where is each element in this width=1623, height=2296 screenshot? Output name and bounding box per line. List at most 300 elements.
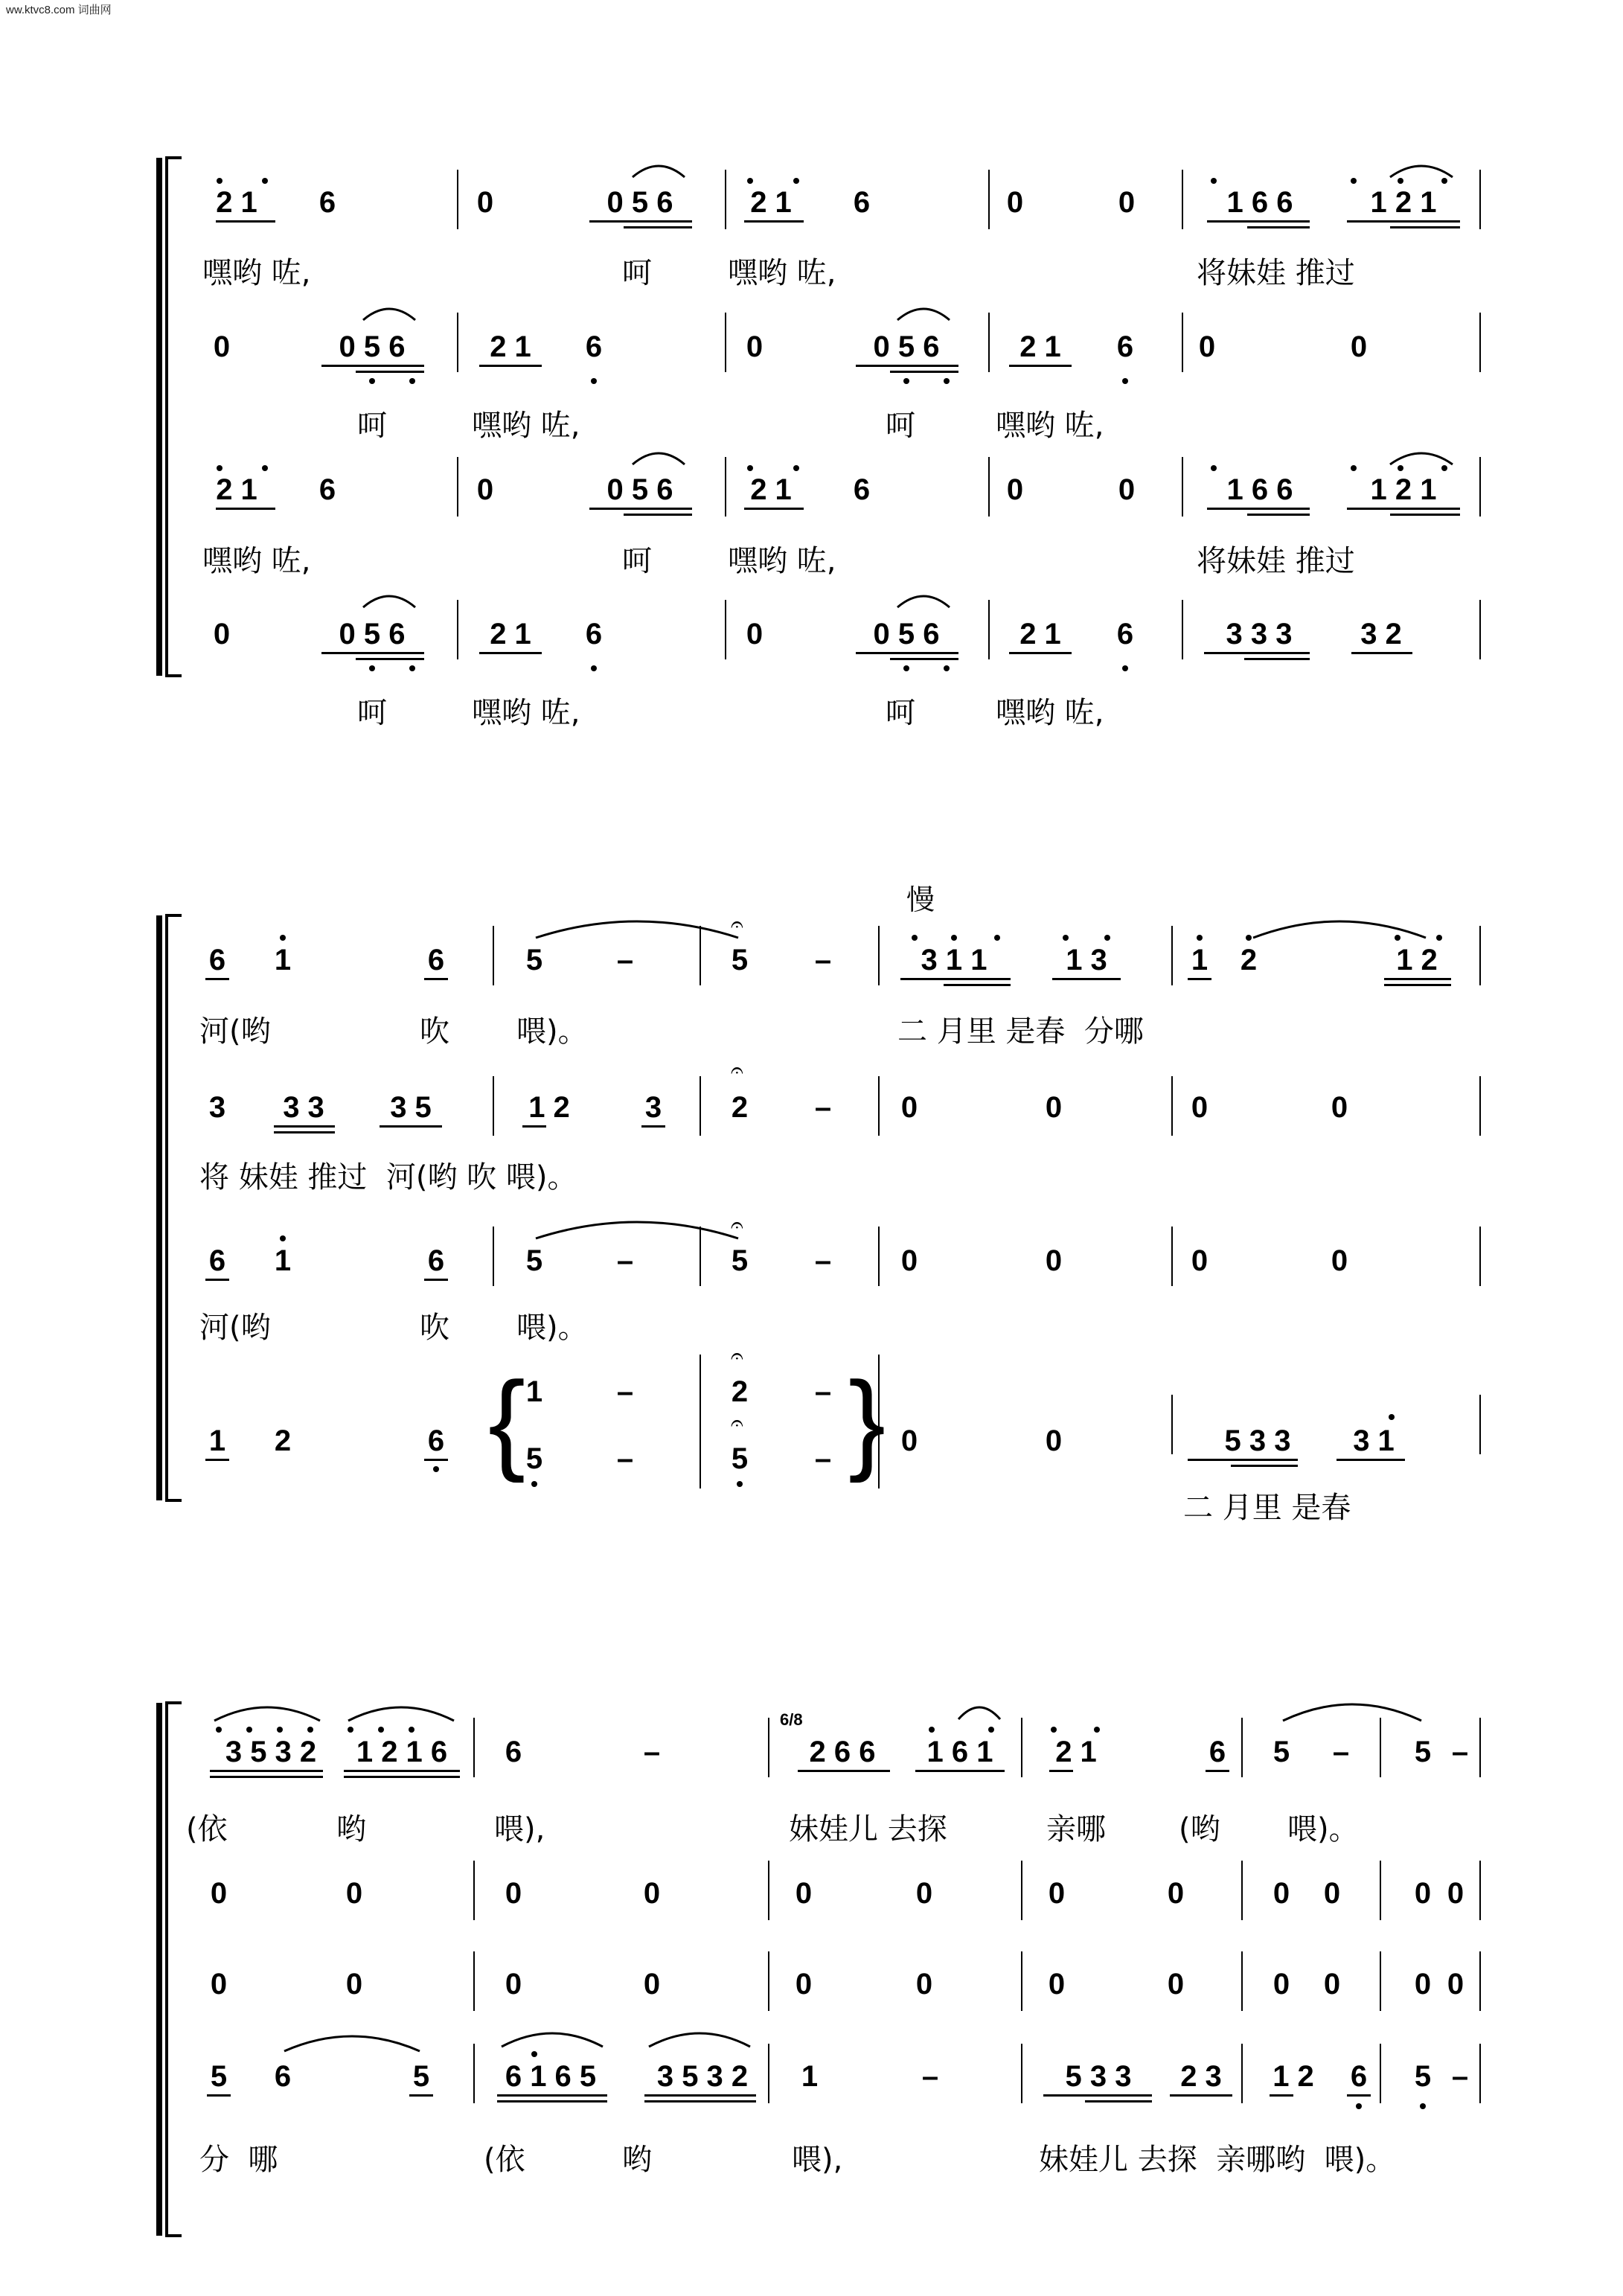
note: – (814, 1091, 832, 1124)
barline (457, 457, 458, 517)
fermata-icon: 𝄐 (731, 1213, 743, 1238)
lyric: 嘿哟 咗, (472, 696, 580, 730)
note: 6 (1116, 330, 1134, 363)
note-group: 2 3 (1180, 2060, 1222, 2093)
rest: 0 (915, 1877, 933, 1910)
note: – (814, 1244, 832, 1277)
beam (1347, 2094, 1371, 2097)
beam (356, 371, 424, 373)
octave-dot (217, 465, 223, 471)
system-bracket (156, 914, 183, 1502)
rest: 0 (210, 1877, 228, 1910)
barline (878, 1227, 880, 1286)
beam (497, 2094, 607, 2097)
beam (1207, 508, 1310, 510)
note-group: 5 3 3 (1065, 2060, 1132, 2093)
note: – (814, 1375, 832, 1408)
octave-dot (280, 1235, 286, 1241)
beam (1270, 2094, 1293, 2097)
lyric: 喂), (494, 1812, 545, 1846)
barline (457, 313, 458, 372)
barline (700, 1355, 701, 1488)
beam (274, 1131, 335, 1133)
barline (1479, 1227, 1481, 1286)
note-group: 2 1 (1019, 618, 1061, 650)
note: 2 (731, 1091, 749, 1124)
octave-dot (944, 665, 950, 671)
rest: 0 (505, 1877, 522, 1910)
lyric: 二 月里 是春 (1183, 1491, 1351, 1525)
barline (1380, 1861, 1381, 1920)
lyric: 河(哟 (199, 1014, 271, 1049)
note: – (616, 1375, 634, 1408)
system-bracket (156, 1701, 183, 2237)
slur (631, 447, 686, 466)
note-group: 3 5 (390, 1091, 432, 1124)
lyric: 吹 (420, 1014, 449, 1049)
lyric: 嘿哟 咗, (202, 256, 311, 290)
rest: 0 (1323, 1877, 1341, 1910)
octave-dot (280, 935, 286, 941)
beam (344, 1776, 460, 1778)
beam (497, 2100, 607, 2102)
note: 2 (1240, 944, 1258, 976)
octave-dot (1389, 1414, 1395, 1420)
rest: 0 (505, 1968, 522, 2001)
rest: 0 (1414, 1877, 1432, 1910)
barline (1171, 1076, 1173, 1136)
lyric: 分 哪 (199, 2143, 278, 2177)
octave-dot (1104, 935, 1110, 941)
note-group: 2 1 (750, 186, 792, 219)
barline (1479, 313, 1481, 372)
octave-dot (929, 1727, 935, 1733)
barline (1479, 170, 1481, 229)
lyric: 喂)。 (1287, 1812, 1359, 1846)
rest: 0 (1414, 1968, 1432, 2001)
beam (205, 1279, 229, 1281)
octave-dot (531, 1481, 537, 1487)
lyric: 呵 (357, 696, 387, 730)
note-group: 2 1 (1019, 330, 1061, 363)
note-group: 2 1 (216, 473, 257, 506)
note-group: 1 2 (528, 1091, 570, 1124)
note: 0 (1045, 1424, 1063, 1457)
lyric: 呵 (622, 544, 652, 578)
barline (473, 1861, 475, 1920)
octave-dot (1246, 935, 1252, 941)
lyric: 呵 (357, 409, 387, 443)
rest: 0 (1167, 1877, 1185, 1910)
lyric: (哟 (1179, 1812, 1220, 1846)
octave-dot (1356, 2103, 1362, 2109)
beam (1390, 514, 1460, 516)
note: 6 (208, 1244, 226, 1277)
lyric: 二 月里 是春 分哪 (897, 1014, 1144, 1049)
slur (896, 302, 951, 322)
lyric: 嘿哟 咗, (996, 409, 1104, 443)
beam (1052, 978, 1121, 980)
note-group: 2 1 (490, 330, 531, 363)
lyric: 将妹娃 推过 (1197, 256, 1355, 290)
beam (424, 1459, 448, 1461)
barline (493, 926, 494, 985)
rest: 0 (210, 1968, 228, 2001)
lyric: 喂)。 (516, 1311, 588, 1345)
lyric: (依 (186, 1812, 228, 1846)
rest: 0 (345, 1968, 363, 2001)
note: 0 (476, 473, 494, 506)
octave-dot (793, 465, 799, 471)
octave-dot (737, 1481, 743, 1487)
note: 0 (213, 330, 231, 363)
tie (534, 1213, 740, 1240)
barline (1171, 926, 1173, 985)
note: 6 (1209, 1736, 1226, 1768)
tempo-mark: 慢 (906, 885, 935, 916)
barline (878, 1076, 880, 1136)
note: 6 (208, 944, 226, 976)
note: 6 (318, 473, 336, 506)
note: 6 (427, 1424, 445, 1457)
slur (213, 1700, 321, 1722)
rest: 0 (915, 1968, 933, 2001)
note: 1 (801, 2060, 819, 2093)
note-group: 0 5 6 (873, 330, 940, 363)
tie (1281, 1695, 1423, 1722)
note: 6 (505, 1736, 522, 1768)
chord-brace-icon: } (848, 1358, 886, 1483)
barline (1479, 926, 1481, 985)
barline (493, 1076, 494, 1136)
fermata-icon: 𝄐 (731, 1058, 743, 1083)
note: 0 (1331, 1244, 1348, 1277)
beam (1085, 2100, 1152, 2102)
barline (1241, 1951, 1243, 2011)
beam (344, 1770, 460, 1772)
note: 6 (585, 330, 603, 363)
beam (1170, 2094, 1232, 2097)
octave-dot (378, 1727, 384, 1733)
octave-dot (903, 378, 909, 384)
slur (1389, 447, 1454, 466)
beam (522, 1125, 546, 1128)
tie (1252, 912, 1427, 939)
beam (1188, 978, 1211, 980)
note-group: 0 5 6 (606, 186, 673, 219)
octave-dot (1398, 465, 1403, 471)
beam (1390, 226, 1460, 228)
beam (321, 652, 424, 654)
barline (1171, 1395, 1173, 1454)
time-signature: 6/8 (780, 1710, 803, 1729)
beam (1247, 226, 1310, 228)
beam (589, 508, 692, 510)
barline (1182, 313, 1183, 372)
note-group: 2 1 (216, 186, 257, 219)
beam (1351, 652, 1412, 654)
octave-dot (988, 1727, 994, 1733)
note-group: 0 5 6 (339, 330, 406, 363)
octave-dot (348, 1727, 353, 1733)
beam (944, 984, 1011, 986)
beam (1206, 1770, 1229, 1772)
barline (1380, 2044, 1381, 2103)
tie (283, 2027, 421, 2053)
note: 0 (1045, 1091, 1063, 1124)
note-group: 1 2 1 (1370, 186, 1437, 219)
octave-dot (246, 1727, 252, 1733)
beam (744, 220, 804, 223)
barline (988, 313, 990, 372)
lyric: 嘿哟 咗, (728, 544, 836, 578)
slur (1389, 159, 1454, 179)
octave-dot (1094, 1727, 1100, 1733)
barline (1021, 2044, 1022, 2103)
note: – (643, 1736, 661, 1768)
barline (1021, 1951, 1022, 2011)
lyric: 呵 (886, 696, 915, 730)
slur (362, 302, 417, 322)
beam (644, 2094, 756, 2097)
beam (205, 978, 229, 980)
fermata-icon: 𝄐 (731, 912, 743, 937)
barline (700, 1076, 701, 1136)
octave-dot (369, 378, 375, 384)
beam (1009, 652, 1072, 654)
note: – (616, 944, 634, 976)
octave-dot (1122, 378, 1128, 384)
note-group: 3 1 1 (921, 944, 987, 976)
octave-dot (912, 935, 918, 941)
note: 5 (412, 2060, 430, 2093)
lyric: (依 (484, 2143, 525, 2177)
note: 5 (1414, 1736, 1432, 1768)
lyric: 呵 (886, 409, 915, 443)
beam (1384, 984, 1451, 986)
barline (1182, 457, 1183, 517)
note: 0 (1006, 473, 1024, 506)
note-group: 1 6 6 (1226, 473, 1293, 506)
note: – (814, 1442, 832, 1475)
barline (768, 1861, 769, 1920)
barline (473, 1718, 475, 1777)
note: 6 (585, 618, 603, 650)
note: 0 (213, 618, 231, 650)
octave-dot (1197, 935, 1203, 941)
beam (356, 658, 424, 660)
barline (1241, 2044, 1243, 2103)
note-group: 1 2 (1396, 944, 1438, 976)
beam (216, 508, 275, 510)
beam (856, 652, 958, 654)
barline (1182, 170, 1183, 229)
octave-dot (409, 1727, 414, 1733)
beam (424, 978, 448, 980)
rest: 0 (1323, 1968, 1341, 2001)
note: 0 (1198, 330, 1216, 363)
rest: 0 (643, 1968, 661, 2001)
rest: 0 (1167, 1968, 1185, 2001)
octave-dot (994, 935, 1000, 941)
beam (1337, 1459, 1405, 1461)
octave-dot (409, 665, 415, 671)
barline (473, 1951, 475, 2011)
barline (1241, 1861, 1243, 1920)
note: 1 (525, 1375, 543, 1408)
barline (457, 170, 458, 229)
barline (1171, 1227, 1173, 1286)
note-group: 3 5 3 2 (225, 1736, 317, 1768)
beam (1009, 365, 1072, 367)
barline (1182, 600, 1183, 659)
note-group: 1 2 (1273, 2060, 1314, 2093)
octave-dot (277, 1727, 283, 1733)
fermata-icon: 𝄐 (731, 1344, 743, 1369)
lyric: 亲哪 (1046, 1812, 1106, 1846)
note: 0 (900, 1244, 918, 1277)
barline (493, 1227, 494, 1286)
octave-dot (1051, 1727, 1057, 1733)
octave-dot (591, 665, 597, 671)
note-group: 2 1 (750, 473, 792, 506)
note: 1 (274, 944, 292, 976)
note: 0 (746, 618, 764, 650)
barline (1479, 1076, 1481, 1136)
note: 0 (1118, 186, 1136, 219)
note-group: 0 5 6 (873, 618, 940, 650)
note-group: 1 3 (1066, 944, 1107, 976)
note: 0 (1191, 1244, 1209, 1277)
note-group: 3 3 (283, 1091, 324, 1124)
note: – (1451, 1736, 1469, 1768)
slur (896, 589, 951, 609)
octave-dot (1211, 178, 1217, 184)
octave-dot (591, 378, 597, 384)
note: 2 (274, 1424, 292, 1457)
octave-dot (262, 465, 268, 471)
note: 5 (210, 2060, 228, 2093)
octave-dot (944, 378, 950, 384)
beam (210, 1770, 323, 1772)
octave-dot (793, 178, 799, 184)
note-group: 3 3 3 (1226, 618, 1293, 650)
beam (1188, 1459, 1298, 1461)
beam (624, 226, 692, 228)
barline (768, 1718, 769, 1777)
slur (647, 2026, 752, 2048)
barline (1479, 600, 1481, 659)
note: 5 (1414, 2060, 1432, 2093)
fermata-icon: 𝄐 (731, 1411, 743, 1436)
octave-dot (262, 178, 268, 184)
note: 1 (1191, 944, 1209, 976)
beam (624, 514, 692, 516)
rest: 0 (1273, 1877, 1290, 1910)
note: 6 (318, 186, 336, 219)
octave-dot (1441, 178, 1447, 184)
beam (890, 658, 958, 660)
rest: 0 (345, 1877, 363, 1910)
lyric: 嘿哟 咗, (728, 256, 836, 290)
note: – (921, 2060, 939, 2093)
lyric: 喂), (792, 2143, 843, 2177)
note-group: 1 2 1 (1370, 473, 1437, 506)
beam (1244, 658, 1310, 660)
note: 6 (427, 1244, 445, 1277)
octave-dot (1398, 178, 1403, 184)
barline (1479, 457, 1481, 517)
note: 3 (208, 1091, 226, 1124)
beam (479, 652, 542, 654)
note: – (616, 1244, 634, 1277)
beam (210, 1776, 323, 1778)
slur (500, 2026, 604, 2048)
beam (1347, 220, 1460, 223)
lyric: 哟 (622, 2143, 652, 2177)
beam (207, 2094, 231, 2097)
barline (768, 1951, 769, 2011)
octave-dot (409, 378, 415, 384)
barline (1479, 1951, 1481, 2011)
note: 0 (1118, 473, 1136, 506)
rest: 0 (1048, 1877, 1066, 1910)
barline (988, 170, 990, 229)
note: 5 (1273, 1736, 1290, 1768)
note: 0 (1006, 186, 1024, 219)
note-group: 3 2 (1360, 618, 1402, 650)
rest: 0 (1273, 1968, 1290, 2001)
beam (205, 1459, 229, 1461)
rest: 0 (1447, 1877, 1464, 1910)
lyric: 将妹娃 推过 (1197, 544, 1355, 578)
note: 1 (208, 1424, 226, 1457)
octave-dot (1441, 465, 1447, 471)
octave-dot (1063, 935, 1069, 941)
tie (534, 912, 740, 939)
octave-dot (747, 465, 753, 471)
barline (1380, 1718, 1381, 1777)
beam (216, 220, 275, 223)
slur (347, 1700, 455, 1722)
system-bracket (156, 156, 183, 677)
beam (380, 1125, 442, 1128)
note-group: 1 6 6 (1226, 186, 1293, 219)
note-group: 6 1 6 5 (505, 2060, 597, 2093)
lyric: 喂)。 (516, 1014, 588, 1049)
beam (1043, 2094, 1152, 2097)
note-group: 0 5 6 (339, 618, 406, 650)
rest: 0 (643, 1877, 661, 1910)
note: 0 (900, 1424, 918, 1457)
beam (744, 508, 804, 510)
note: 5 (525, 1244, 543, 1277)
note: 0 (746, 330, 764, 363)
rest: 0 (1447, 1968, 1464, 2001)
note: 3 (644, 1091, 662, 1124)
note: 5 (731, 1244, 749, 1277)
rest: 0 (1048, 1968, 1066, 2001)
note: 0 (900, 1091, 918, 1124)
note: 6 (853, 473, 871, 506)
lyric: 妹娃儿 去探 亲哪哟 喂)。 (1039, 2143, 1396, 2177)
lyric: 呵 (622, 256, 652, 290)
note: 5 (525, 944, 543, 976)
note-group: 2 1 (1055, 1736, 1097, 1768)
lyric: 妹娃儿 去探 (789, 1812, 947, 1846)
note: 5 (525, 1442, 543, 1475)
beam (1204, 652, 1310, 654)
